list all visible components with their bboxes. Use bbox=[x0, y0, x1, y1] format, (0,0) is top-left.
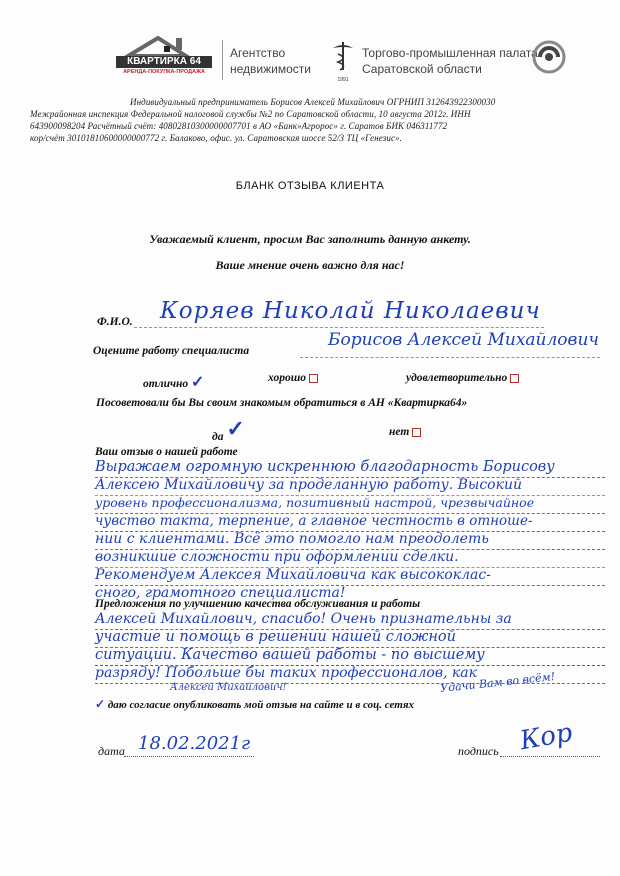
review-ruler bbox=[95, 477, 605, 478]
caduceus-icon bbox=[330, 40, 356, 72]
fio-label: Ф.И.О. bbox=[97, 316, 133, 328]
signature-underline bbox=[500, 756, 600, 757]
suggest-ruler bbox=[95, 629, 605, 630]
checkbox-satisfactory[interactable] bbox=[510, 374, 519, 383]
chamber-line2: Саратовской области bbox=[362, 62, 482, 76]
recommend-label: Посоветовали бы Вы своим знакомым обратиться в АН «Квартирка64» bbox=[96, 397, 468, 409]
rate-label: Оцените работу специалиста bbox=[93, 345, 250, 357]
option-yes[interactable] bbox=[212, 416, 245, 446]
suggest-ruler bbox=[95, 683, 605, 684]
chamber-line1: Торгово-промышленная палата bbox=[362, 46, 538, 60]
suggest-ruler bbox=[95, 647, 605, 648]
chamber-label bbox=[362, 45, 538, 77]
suggest-line: участие и помощь в решении нашей сложной bbox=[95, 629, 456, 645]
chamber-logo-icon bbox=[532, 40, 566, 74]
intro-line1: Уважаемый клиент, просим Вас заполнить данную анкету. bbox=[149, 232, 471, 246]
option-good-label: хорошо bbox=[268, 372, 307, 384]
option-excellent-label: отлично bbox=[143, 378, 189, 390]
rate-underline bbox=[300, 357, 600, 358]
suggest-line: Алексей Михайлович, спасибо! Очень признательны за bbox=[95, 611, 512, 627]
review-ruler bbox=[95, 567, 605, 568]
agency-line1: Агентство bbox=[230, 46, 286, 60]
logo-tagline: АРЕНДА-ПОКУПКА-ПРОДАЖА bbox=[123, 69, 205, 75]
fio-value[interactable]: Коряев Николай Николаевич bbox=[160, 298, 541, 324]
review-text-area[interactable] bbox=[95, 458, 610, 602]
yes-check-mark-icon: ✓ bbox=[226, 416, 245, 442]
review-line: Рекомендуем Алексея Михайловича как высококлас- bbox=[95, 567, 491, 583]
requisites-line3: 643900098204 Расчётный счёт: 40802810300000007701 в АО «Банк»Агророс» г. Саратов БИК 046311772 bbox=[30, 121, 448, 131]
option-no-label: нет bbox=[389, 426, 410, 438]
review-line: уровень профессионализма, позитивный настрой, чрезвычайное bbox=[95, 495, 535, 510]
chamber-year: 1991 bbox=[337, 77, 349, 83]
consent-text: даю согласие опубликовать мой отзыв на сайте и в соц. сетях bbox=[107, 699, 415, 711]
suggest-extra-name: Алексей Михайлович! bbox=[170, 682, 287, 693]
option-no[interactable] bbox=[389, 426, 421, 438]
requisites-line4: кор/счёт 30101810600000000772 г. Балаково, офис. ул. Саратовская шоссе 52/3 ТЦ «Генезис». bbox=[30, 133, 403, 143]
company-logo bbox=[116, 34, 212, 78]
agency-label bbox=[230, 45, 311, 77]
intro-line2: Ваше мнение очень важно для нас! bbox=[215, 258, 405, 272]
review-line: Алексею Михайловичу за проделанную работу. Высокий bbox=[95, 477, 522, 493]
option-yes-label: да bbox=[212, 431, 224, 443]
check-mark-icon: ✓ bbox=[191, 372, 205, 391]
suggest-label: Предложения по улучшению качества обслуживания и работы bbox=[95, 598, 421, 610]
suggest-line: ситуации. Качество вашей работы - по высшему bbox=[95, 647, 485, 663]
review-line: чувство такта, терпение, а главное честность в отноше- bbox=[95, 513, 533, 529]
suggest-line: разряду! Побольше бы таких профессионалов, как bbox=[95, 665, 477, 681]
logo-name: КВАРТИРКА 64 bbox=[116, 56, 212, 68]
suggest-ruler bbox=[95, 665, 605, 666]
review-ruler bbox=[95, 513, 605, 514]
suggest-extra-wishes: Удачи Вам во всём! bbox=[439, 670, 556, 695]
consent-check-icon: ✓ bbox=[95, 697, 106, 711]
signature-label: подпись bbox=[458, 744, 499, 758]
review-line: нии с клиентами. Всё это помогло нам преодолеть bbox=[95, 531, 489, 547]
review-ruler bbox=[95, 549, 605, 550]
review-line: Выражаем огромную искреннюю благодарность Борисову bbox=[95, 459, 555, 475]
review-ruler bbox=[95, 531, 605, 532]
chamber-emblem bbox=[330, 40, 356, 82]
review-line: возникшие сложности при оформлении сделки. bbox=[95, 549, 459, 565]
checkbox-good[interactable] bbox=[309, 374, 318, 383]
review-ruler bbox=[95, 585, 605, 586]
checkbox-no[interactable] bbox=[412, 428, 421, 437]
fio-underline bbox=[134, 327, 544, 328]
requisites-line1: Индивидуальный предприниматель Борисов Алексей Михайлович ОГРНИП 312643922300030 bbox=[130, 97, 496, 107]
agency-line2: недвижимости bbox=[230, 62, 311, 76]
consent-option[interactable] bbox=[95, 697, 414, 711]
option-good[interactable] bbox=[268, 372, 318, 384]
date-value[interactable]: 18.02.2021г bbox=[138, 733, 251, 754]
date-label: дата bbox=[98, 744, 125, 758]
requisites-line2: Межрайонная инспекция Федеральной налоговой службы №2 по Саратовской области, 10 августа 2012г. ИНН bbox=[30, 109, 471, 119]
review-label: Ваш отзыв о нашей работе bbox=[95, 446, 238, 458]
company-requisites bbox=[30, 96, 610, 144]
form-title: БЛАНК ОТЗЫВА КЛИЕНТА bbox=[235, 180, 385, 192]
rate-value[interactable]: Борисов Алексей Михайлович bbox=[328, 330, 599, 350]
header-divider bbox=[222, 40, 223, 80]
review-line: сного, грамотного специалиста! bbox=[95, 585, 346, 601]
date-underline bbox=[124, 756, 254, 757]
option-satisfactory[interactable] bbox=[406, 372, 519, 384]
option-excellent[interactable] bbox=[143, 372, 204, 391]
option-satisfactory-label: удовлетворительно bbox=[406, 372, 508, 384]
signature-value[interactable]: Кор bbox=[517, 717, 575, 757]
review-ruler bbox=[95, 495, 605, 496]
